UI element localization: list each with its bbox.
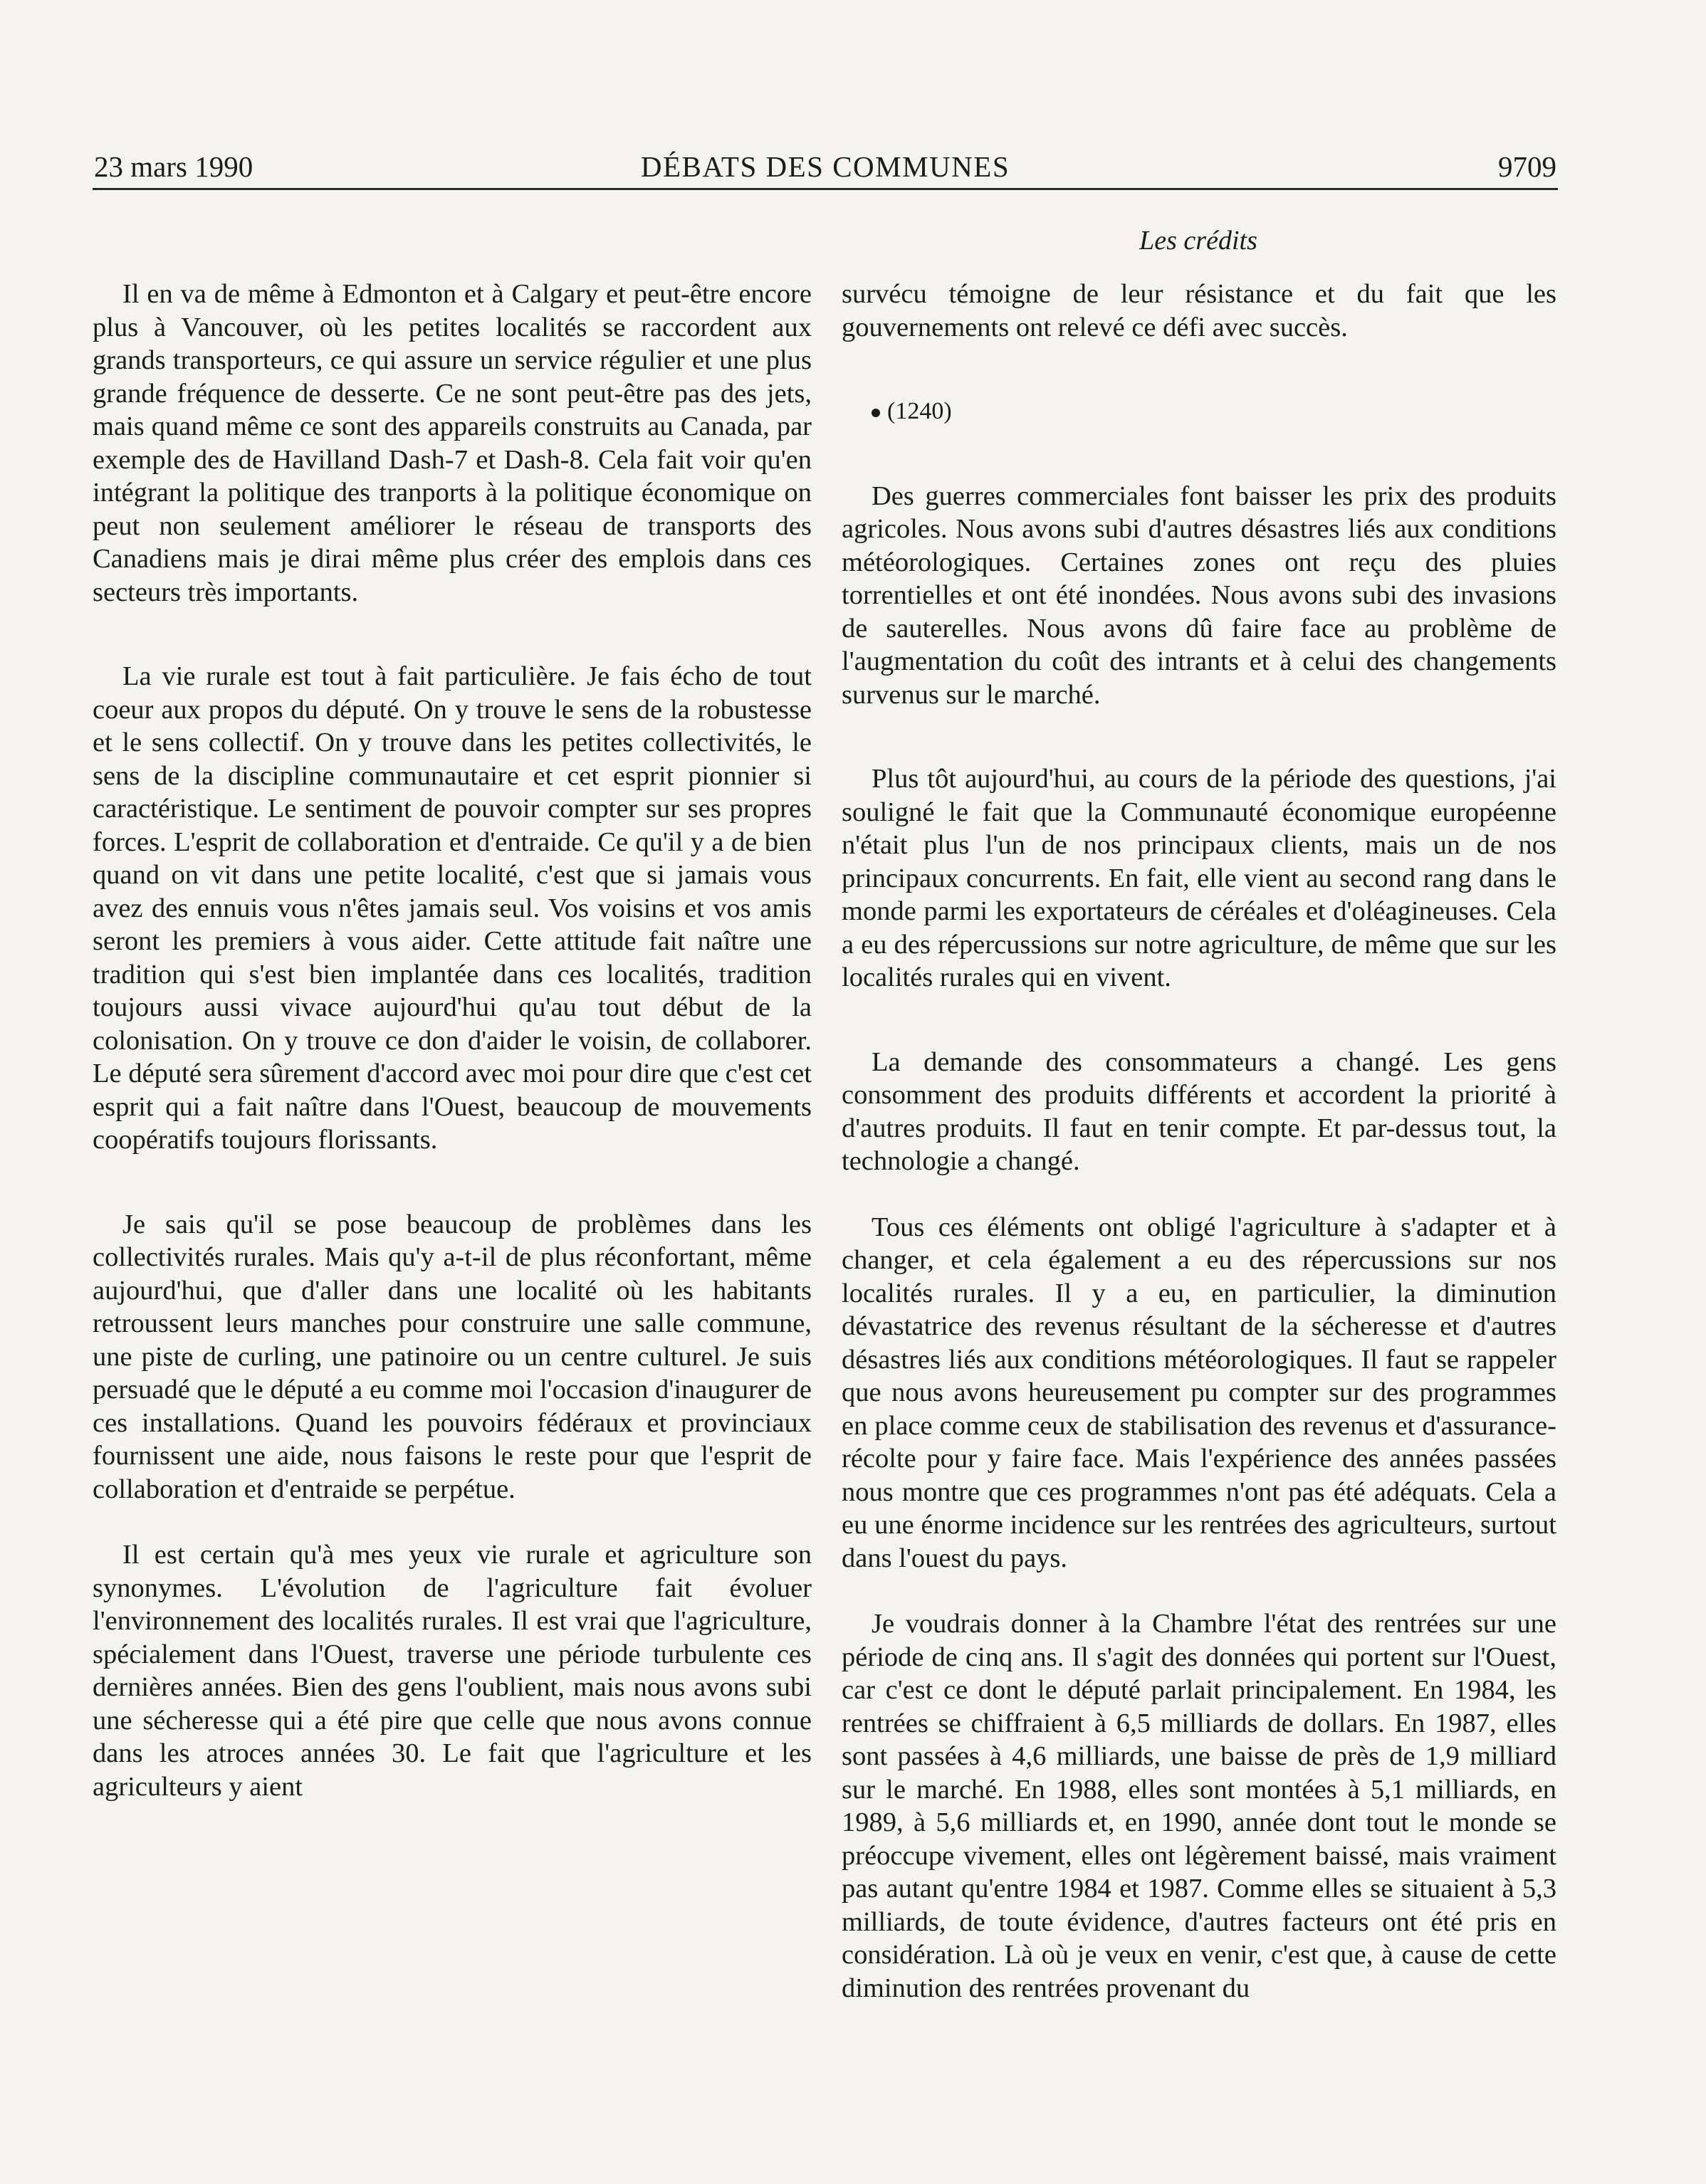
right-column — [842, 278, 1556, 2005]
paragraph: Il est certain qu'à mes yeux vie rurale et agriculture son synonymes. L'évolution de l'agriculture fait évoluer l'environnement des localités rurales. Il est vrai que l'agriculture, spécialement dans l'Ouest, traverse une période turbulente ces dernières années. Bien des gens l'oublient, mais nous avons subi une sécheresse qui a été pire que celle que nous avons connue dans les atroces années 30. Le fait que l'agriculture et les agriculteurs y aient — [93, 1540, 812, 1802]
paragraph-continued: survécu témoigne de leur résistance et du fait que les gouvernements ont relevé ce défi avec succès. — [842, 279, 1556, 342]
paragraph: Des guerres commerciales font baisser les prix des produits agricoles. Nous avons subi d'autres désastres liés aux conditions météorologiques. Certaines zones ont reçu des pluies torrentielles et ont été inondées. Nous avons subi des invasions de sauterelles. Nous avons dû faire face au problème de l'augmentation du coût des intrants et à celui des changements survenus sur le marché. — [842, 481, 1556, 710]
paragraph: La demande des consommateurs a changé. Les gens consomment des produits différents et accordent la priorité à d'autres produits. Il faut en tenir compte. Et par-dessus tout, la technologie a changé. — [842, 1046, 1556, 1176]
header-rule — [93, 188, 1558, 190]
paragraph: La vie rurale est tout à fait particulière. Je fais écho de tout coeur aux propos du député. On y trouve le sens de la robustesse et le sens collectif. On y trouve dans les petites collectivités, le sens de la discipline communautaire et cet esprit pionnier si caractéristique. Le sentiment de pouvoir compter sur ses propres forces. L'esprit de collaboration et d'entraide. Ce qu'il y a de bien quand on vit dans une petite localité, c'est que si jamais vous avez des ennuis vous n'êtes jamais seul. Vos voisins et vos amis seront les premiers à vous aider. Cette attitude fait naître une tradition qui s'est bien implantée dans ces localités, tradition toujours aussi vivace aujourd'hui qu'au tout début de la colonisation. On y trouve ce don d'aider le voisin, de collaborer. Le député sera sûrement d'accord avec moi pour dire que c'est cet esprit qui a fait naître dans l'Ouest, beaucoup de mouvements coopératifs toujours florissants. — [93, 661, 812, 1155]
paragraph: Je voudrais donner à la Chambre l'état des rentrées sur une période de cinq ans. Il s'agit des données qui portent sur l'Ouest, car c'est ce dont le député parlait principalement. En 1984, les rentrées se chiffraient à 6,5 milliards de dollars. En 1987, elles sont passées à 4,6 milliards, une baisse de près de 1,9 milliard sur le marché. En 1988, elles sont montées à 5,1 milliards, en 1989, à 5,6 milliards et, en 1990, année dont tout le monde se préoccupe vivement, elles ont légèrement baissé, mais vraiment pas autant qu'entre 1984 et 1987. Comme elles se situaient à 5,3 milliards, de toute évidence, d'autres facteurs ont été pris en considération. Là où je veux en venir, c'est que, à cause de cette diminution des rentrées provenant du — [842, 1609, 1556, 2003]
header-title: DÉBATS DES COMMUNES — [640, 150, 1010, 183]
paragraph: Plus tôt aujourd'hui, au cours de la période des questions, j'ai souligné le fait que la Communauté économique européenne n'était plus l'un de nos principaux clients, mais un de nos principaux concurrents. En fait, elle vient au second rang dans le monde parmi les exportateurs de céréales et d'oléagineuses. Cela a eu des répercussions sur notre agriculture, de même que sur les localités rurales qui en vivent. — [842, 764, 1556, 992]
bullet-icon — [872, 409, 880, 417]
left-column — [93, 278, 812, 1803]
paragraph: Je sais qu'il se pose beaucoup de problèmes dans les collectivités rurales. Mais qu'y a-t-il de plus réconfortant, même aujourd'hui, que d'aller dans une localité où les habitants retroussent leurs manches pour construire une salle commune, une piste de curling, une patinoire ou un centre culturel. Je suis persuadé que le député a eu comme moi l'occasion d'inaugurer de ces installations. Quand les pouvoirs fédéraux et provinciaux fournissent une aide, nous faisons le reste pour que l'esprit de collaboration et d'entraide se perpétue. — [93, 1209, 812, 1504]
paragraph: Tous ces éléments ont obligé l'agriculture à s'adapter et à changer, et cela également a eu des répercussions sur nos localités rurales. Il y a eu, en particulier, la diminution dévastatrice des revenus résultant de la sécheresse et d'autres désastres liés aux conditions météorologiques. Il faut se rappeler que nous avons heureusement pu compter sur des programmes en place comme ceux de stabilisation des revenus et d'assurance-récolte pour y faire face. Mais l'expérience des années passées nous montre que ces programmes n'ont pas été adéquats. Cela a eu une énorme incidence sur les rentrées des agriculteurs, surtout dans l'ouest du pays. — [842, 1212, 1556, 1573]
page-number: 9709 — [1498, 150, 1556, 183]
section-title: Les crédits — [1139, 226, 1257, 256]
time-marker — [842, 395, 1556, 429]
time-marker-text: (1240) — [887, 398, 952, 424]
page-header — [94, 145, 1556, 188]
paragraph: Il en va de même à Edmonton et à Calgary et peut-être encore plus à Vancouver, où les petites localités se raccordent aux grands transporteurs, ce qui assure un service régulier et une plus grande fréquence de desserte. Ce ne sont peut-être pas des jets, mais quand même ce sont des appareils construits au Canada, par exemple des de Havilland Dash-7 et Dash-8. Cela fait voir qu'en intégrant la politique des tranports à la politique économique on peut non seulement améliorer le réseau de transports des Canadiens mais je dirai même plus créer des emplois dans ces secteurs très importants. — [93, 279, 812, 607]
header-date: 23 mars 1990 — [94, 150, 253, 183]
